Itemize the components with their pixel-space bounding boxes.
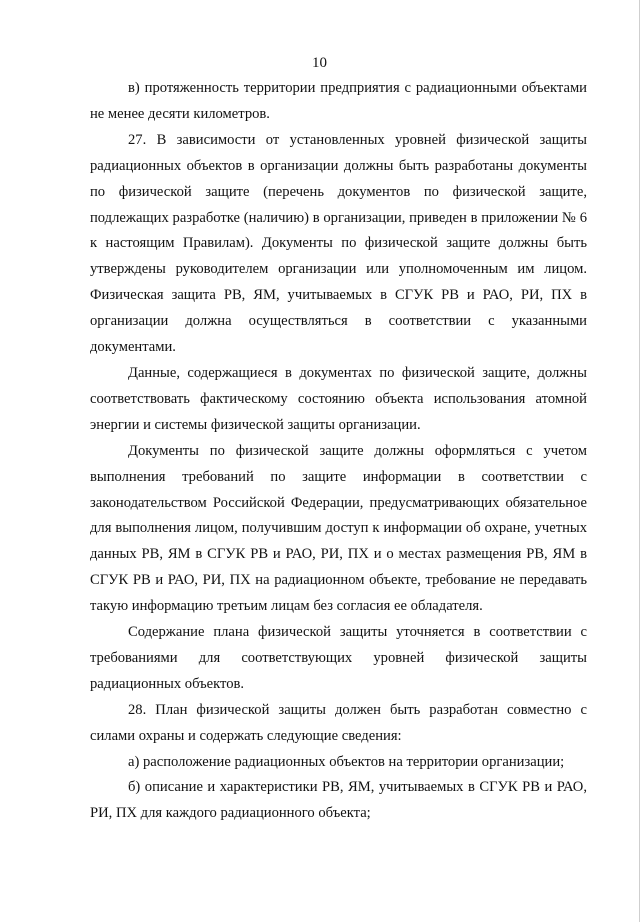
paragraph: б) описание и характеристики РВ, ЯМ, учитываемых в СГУК РВ и РАО, РИ, ПХ для каждого радиационного объекта; xyxy=(90,779,587,822)
paragraph: а) расположение радиационных объектов на территории организации; xyxy=(128,753,565,770)
paragraph: 27. В зависимости от установленных уровней физической защиты радиационных объектов в организации должны быть разработаны документы по физической защите (перечень документов по физической защите, подлежащих разработке (наличию) в организации, приведен в приложении № 6 к настоящим Правилам). Документы по физической защите должны быть утверждены руководителем организации или уполномоченным им лицом. Физическая защита РВ, ЯМ, учитываемых в СГУК РВ и РАО, РИ, ПХ в организации должна осуществляться в соответствии с указанными документами. xyxy=(90,131,587,356)
paragraph: Содержание плана физической защиты уточняется в соответствии с требованиями для соответствующих уровней физической защиты радиационных объектов. xyxy=(90,624,587,692)
paragraph: Документы по физической защите должны оформляться с учетом выполнения требований по защите информации в соответствии с законодательством Российской Федерации, предусматривающих обязательное для выполнения лицом, получившим доступ к информации об охране, учетных данных РВ, ЯМ в СГУК РВ и РАО, РИ, ПХ и о местах размещения РВ, ЯМ в СГУК РВ и РАО, РИ, ПХ на радиационном объекте, требование не передавать такую информацию третьим лицам без согласия ее обладателя. xyxy=(90,442,587,615)
page-number: 10 xyxy=(312,55,327,71)
paragraph: в) протяженность территории предприятия с радиационными объектами не менее десяти километров. xyxy=(90,80,587,122)
paragraph: Данные, содержащиеся в документах по физической защите, должны соответствовать фактическому состоянию объекта использования атомной энергии и системы физической защиты организации. xyxy=(90,364,587,433)
paragraph: 28. План физической защиты должен быть разработан совместно с силами охраны и содержать следующие сведения: xyxy=(90,701,587,744)
document-body xyxy=(90,76,587,827)
